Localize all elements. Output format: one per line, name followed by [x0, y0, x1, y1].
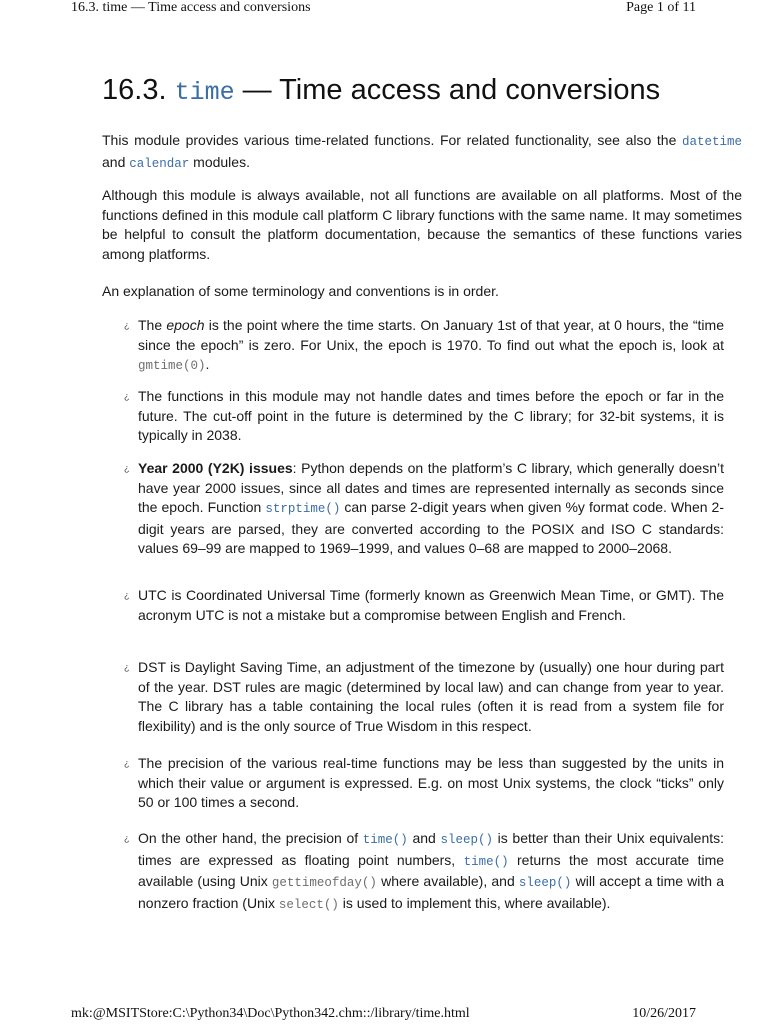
- list-item-text: The precision of the various real-time functions may be less than suggested by the units in which their value or argument is expressed. E.g. on most Unix systems, the clock “ticks” only 50 or 100 times a second.: [138, 755, 724, 810]
- intro-paragraph: This module provides various time-related functions. For related functionality, see also the datetime and calendar modules.: [102, 132, 742, 171]
- sleep-link[interactable]: sleep(): [518, 876, 572, 890]
- title-text: — Time access and conversions: [242, 74, 661, 106]
- terminology-paragraph: An explanation of some terminology and conventions is in order.: [102, 283, 499, 299]
- page-number: Page 1 of 11: [626, 0, 696, 15]
- gettimeofday-code: gettimeofday(): [271, 876, 377, 890]
- print-date: 10/26/2017: [632, 1006, 696, 1021]
- sleep-link[interactable]: sleep(): [440, 833, 493, 847]
- calendar-link[interactable]: calendar: [129, 156, 190, 171]
- bullet-mark: ¿: [124, 833, 130, 843]
- list-item-text: On the other hand, the precision of time() and sleep() is better than their Unix equivalents: times are expressed as floating point numbers, time() returns the most accurate time available (using Unix gettimeofday() where available), and sleep() will accept a time with a nonzero fraction (Unix select() is used to implement this, where available).: [138, 830, 725, 912]
- time-link[interactable]: time(): [463, 854, 509, 869]
- page-footer: [0, 1006, 768, 1024]
- source-path: mk:@MSITStore:C:\Python34\Doc\Python342.chm::/library/time.html: [71, 1006, 470, 1021]
- bullet-mark: ¿: [124, 391, 130, 401]
- page-title: [102, 72, 660, 111]
- list-item-text: Year 2000 (Y2K) issues: Python depends on the platform’s C library, which generally doesn’t have year 2000 issues, since all dates and times are represented internally as seconds since the epoch. Function strptime() can parse 2-digit years when given %y format code. When 2-digit years are parsed, they are converted according to the POSIX and ISO C standards: values 69–99 are mapped to 1969–1999, and values 0–68 are mapped to 2000–2068.: [138, 460, 725, 556]
- bullet-mark: ¿: [124, 758, 130, 768]
- header-title: 16.3. time — Time access and conversions: [71, 0, 311, 15]
- section-number: 16.3.: [102, 74, 167, 106]
- bullet-mark: ¿: [124, 662, 130, 672]
- list-item-text: The epoch is the point where the time starts. On January 1st of that year, at 0 hours, the “time since the epoch” is zero. For Unix, the epoch is 1970. To find out what the epoch is, look at gmtime(0).: [138, 317, 724, 373]
- availability-paragraph: Although this module is always available, not all functions are available on all platforms. Most of the functions defined in this module call platform C library functions with the same name. It may sometimes be helpful to consult the platform documentation, because the semantics of these functions varies among platforms.: [102, 187, 742, 262]
- bullet-mark: ¿: [124, 590, 130, 600]
- time-link[interactable]: time(): [362, 833, 408, 847]
- bullet-mark: ¿: [124, 320, 130, 330]
- select-code: select(): [278, 897, 339, 912]
- bullet-mark: ¿: [124, 463, 130, 473]
- datetime-link[interactable]: datetime: [681, 135, 742, 149]
- list-item-text: DST is Daylight Saving Time, an adjustment of the timezone by (usually) one hour during part of the year. DST rules are magic (determined by local law) and can change from year to year. The C library has a table containing the local rules (often it is read from a system file for flexibility) and is the only source of True Wisdom in this respect.: [138, 659, 724, 734]
- list-item-text: UTC is Coordinated Universal Time (formerly known as Greenwich Mean Time, or GMT). The acronym UTC is not a mistake but a compromise between English and French.: [138, 587, 724, 623]
- gmtime-code: gmtime(0): [138, 359, 206, 373]
- list-item-text: The functions in this module may not handle dates and times before the epoch or far in the future. The cut-off point in the future is determined by the C library; for 32-bit systems, it is typically in 2038.: [138, 388, 724, 443]
- module-name: time: [174, 78, 235, 107]
- strptime-link[interactable]: strptime(): [265, 502, 341, 516]
